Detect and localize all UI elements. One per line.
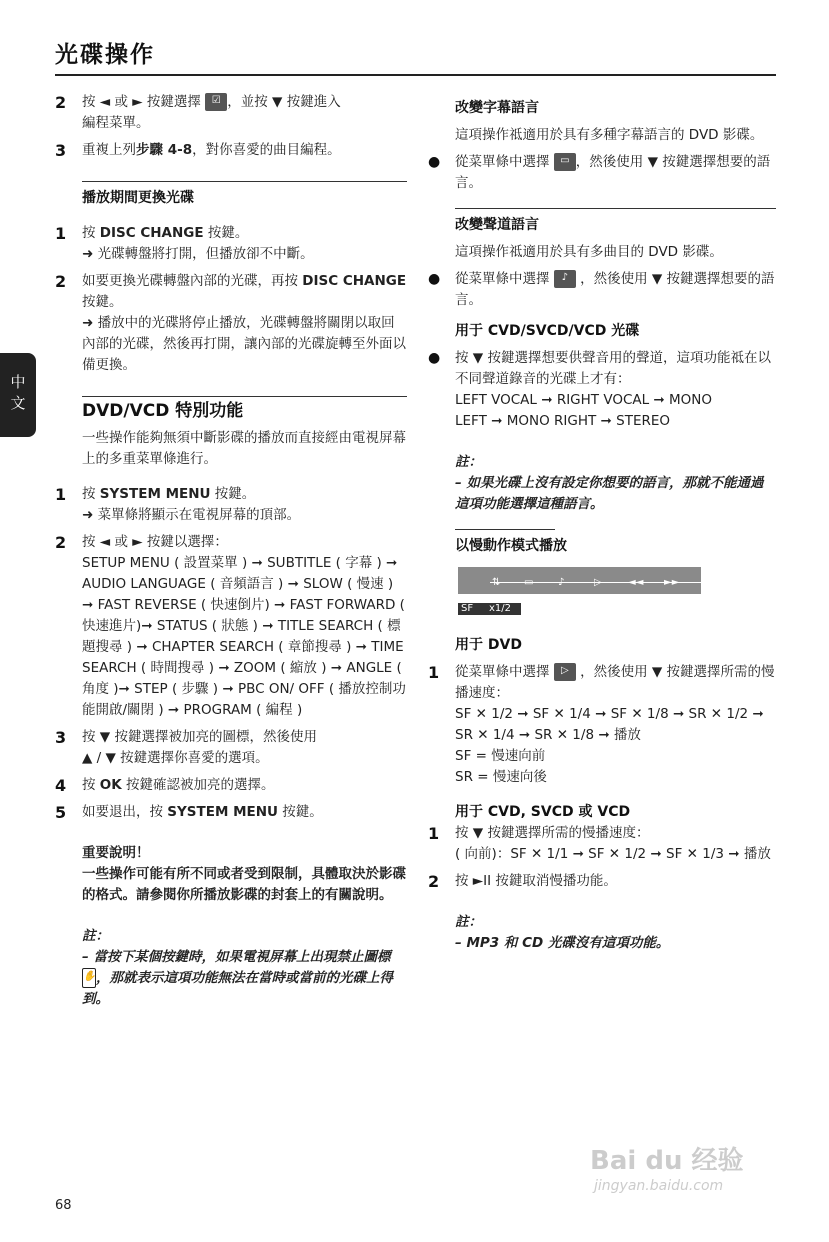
system-step-2: 2 按 ◄ 或 ► 按鍵以選擇： SETUP MENU ( 設置菜單 ) ➞ SUBTITLE ( 字幕 ) ➞ AUDIO LANGUAGE ( 音頻語言 ) ➞ SLOW ( 慢速 ) ➞ FAST REVERSE ( 快速倒片) ➞ FAST FORWARD ( 快速進片)➞ STATUS ( 狀態 ) ➞ TITLE SEARCH ( 標題搜尋 ) ➞ CHAPTER SEARCH ( 章節搜尋 ) ➞ TIME SEARCH ( 時間搜尋 ) ➞ ZOOM ( 縮放 ) ➞ ANGLE ( 角度 )➞ STEP ( 步驟 ) ➞ PBC ON/ OFF ( 播放控制功能開啟/關閉 ) ➞ PROGRAM ( 編程 ) (55, 533, 406, 718)
audio-bullet: ● 從菜單條中選擇 ♪ ，然後使用 ▼ 按鍵選擇想要的語言。 (428, 271, 775, 308)
osd-menu-bar (458, 567, 701, 594)
page-number: 68 (55, 1198, 72, 1213)
system-step-3: 3 按 ▼ 按鍵選擇被加亮的圖標，然後使用 ▲ / ▼ 按鍵選擇你喜愛的選項。 (55, 728, 317, 766)
right-column: 改變字幕語言 這項操作祗適用於具有多種字幕語言的 DVD 影碟。 ● 從菜單條中選擇 ▭ ，然後使用 ▼ 按鍵選擇想要的語言。 改變聲道語言 這項操作祗適用於具有多曲目的 DVD 影碟。 ● 從菜單條中選擇 ♪ ，然後使用 ▼ 按鍵選擇想要的語言。 用于 CVD/SVCD/VCD 光碟 ● 按 ▼ 按鍵選擇想要供聲音用的聲道，這項功能祗在以不同聲道錄音的光碟上才有： LEFT VOCAL ➞ RIGHT VOCAL ➞ MONO LEFT ➞ MONO RIGHT ➞ STEREO 註： – 如果光碟上沒有設定你想要的語言，那就不能通過這項功能選擇這種語言。 以慢動作模式播放 SF x1/2 用于 DVD 1 從菜單條中選擇 ▷ ，然後使用 ▼ 按鍵選擇所需的慢播速度： SF ✕ 1/2 ➞ SF ✕ 1/4 ➞ SF ✕ 1/8 ➞ SR ✕ 1/2 ➞ SR ✕ 1/4 ➞ SR ✕ 1/8 ➞ 播放 SF = 慢速向前 SR = 慢速向後 用于 CVD, SVCD 或 VCD 1 按 ▼ 按鍵選擇所需的慢播速度： ( 向前)：SF ✕ 1/1 ➞ SF ✕ 1/2 ➞ SF ✕ 1/3 ➞ 播放 2 按 ►II 按鍵取消慢播功能。 註： – MP3 和 CD 光碟沒有這項功能。 (428, 98, 776, 954)
program-step-3: 3 重複上列步驟 4-8，對你喜愛的曲目編程。 (55, 141, 341, 160)
subtitle-bullet: ● 從菜單條中選擇 ▭ ，然後使用 ▼ 按鍵選擇想要的語言。 (428, 154, 771, 191)
system-step-1: 1 按 SYSTEM MENU 按鍵。 ➜ 菜單條將顯示在電視屏幕的頂部。 (55, 485, 301, 523)
subtitle-icon: ▭ (554, 153, 576, 171)
note-body-right: – 如果光碟上沒有設定你想要的語言，那就不能通過這項功能選擇這種語言。 (455, 475, 764, 512)
section-subtitle-language: 改變字幕語言 (455, 100, 539, 116)
slow-speed-readout: SF x1/2 (458, 603, 521, 615)
change-step-1: 1 按 DISC CHANGE 按鍵。 ➜ 光碟轉盤將打開，但播放卻不中斷。 (55, 224, 314, 262)
title-rule (55, 74, 776, 76)
note-label: 註： (82, 928, 109, 944)
important-body: 一些操作可能有所不同或者受到限制，具體取決於影碟的格式。請參閱你所播放影碟的封套上的有關說明。 (82, 866, 406, 903)
section-slow-motion: 以慢動作模式播放 (455, 538, 567, 554)
program-check-icon: ☑ (205, 93, 227, 111)
section-audio-language: 改變聲道語言 (455, 217, 539, 233)
cvd-bullet: ● 按 ▼ 按鍵選擇想要供聲音用的聲道，這項功能祗在以不同聲道錄音的光碟上才有： LEFT VOCAL ➞ RIGHT VOCAL ➞ MONO LEFT ➞ MONO RIGHT ➞ STEREO (428, 350, 771, 429)
change-step-2: 2 如要更換光碟轉盤內部的光碟，再按 DISC CHANGE 按鍵。 ➜ 播放中的光碟將停止播放，光碟轉盤將關閉以取回內部的光碟，然後再打開，讓內部的光碟旋轉至外面以備更換。 (55, 272, 407, 373)
watermark-logo: Bai du 经验 (590, 1146, 744, 1176)
note-label-right: 註： (455, 454, 482, 470)
dvd-intro: 一些操作能夠無須中斷影碟的播放而直接經由電視屏幕上的多重菜單條進行。 (82, 430, 406, 467)
dvd-step-1: 1 從菜單條中選擇 ▷ ，然後使用 ▼ 按鍵選擇所需的慢播速度： SF ✕ 1/2 ➞ SF ✕ 1/4 ➞ SF ✕ 1/8 ➞ SR ✕ 1/2 ➞ SR ✕ 1/4 ➞ SR ✕ 1/8 ➞ 播放 SF = 慢速向前 SR = 慢速向後 (428, 663, 775, 785)
cvd-step-1: 1 按 ▼ 按鍵選擇所需的慢播速度： ( 向前)：SF ✕ 1/1 ➞ SF ✕ 1/2 ➞ SF ✕ 1/3 ➞ 播放 (428, 824, 771, 862)
note2-body: – MP3 和 CD 光碟沒有這項功能。 (455, 935, 670, 951)
page-title: 光碟操作 (55, 42, 155, 68)
note-body: – 當按下某個按鍵時，如果電視屏幕上出現禁止圖標 ✋，那就表示這項功能無法在當時或當前的光碟上得到。 (82, 949, 393, 1007)
slow-play-icon: ▷ (554, 663, 576, 681)
section-for-dvd: 用于 DVD (455, 637, 522, 653)
system-step-4: 4 按 OK 按鍵確認被加亮的選擇。 (55, 776, 275, 795)
section-disc-change: 播放期間更換光碟 (82, 190, 194, 206)
language-tab: 中文 (0, 353, 36, 437)
watermark-url: jingyan.baidu.com (594, 1178, 724, 1194)
important-title: 重要說明！ (82, 845, 150, 861)
prohibit-hand-icon: ✋ (82, 968, 96, 988)
left-column (55, 92, 407, 1010)
section-for-cvd: 用于 CVD, SVCD 或 VCD (455, 804, 631, 820)
section-cvd: 用于 CVD/SVCD/VCD 光碟 (455, 323, 640, 339)
section-dvd-vcd: DVD/VCD 特別功能 (82, 401, 244, 421)
system-step-5: 5 如要退出，按 SYSTEM MENU 按鍵。 (55, 803, 323, 822)
program-step-2: 2 按 ◄ 或 ► 按鍵選擇 ☑ ，並按 ▼ 按鍵進入 編程菜單。 (55, 93, 341, 131)
cvd-step-2: 2 按 ►II 按鍵取消慢播功能。 (428, 872, 617, 891)
audio-icon: ♪ (554, 270, 576, 288)
note2-label: 註： (455, 914, 482, 930)
